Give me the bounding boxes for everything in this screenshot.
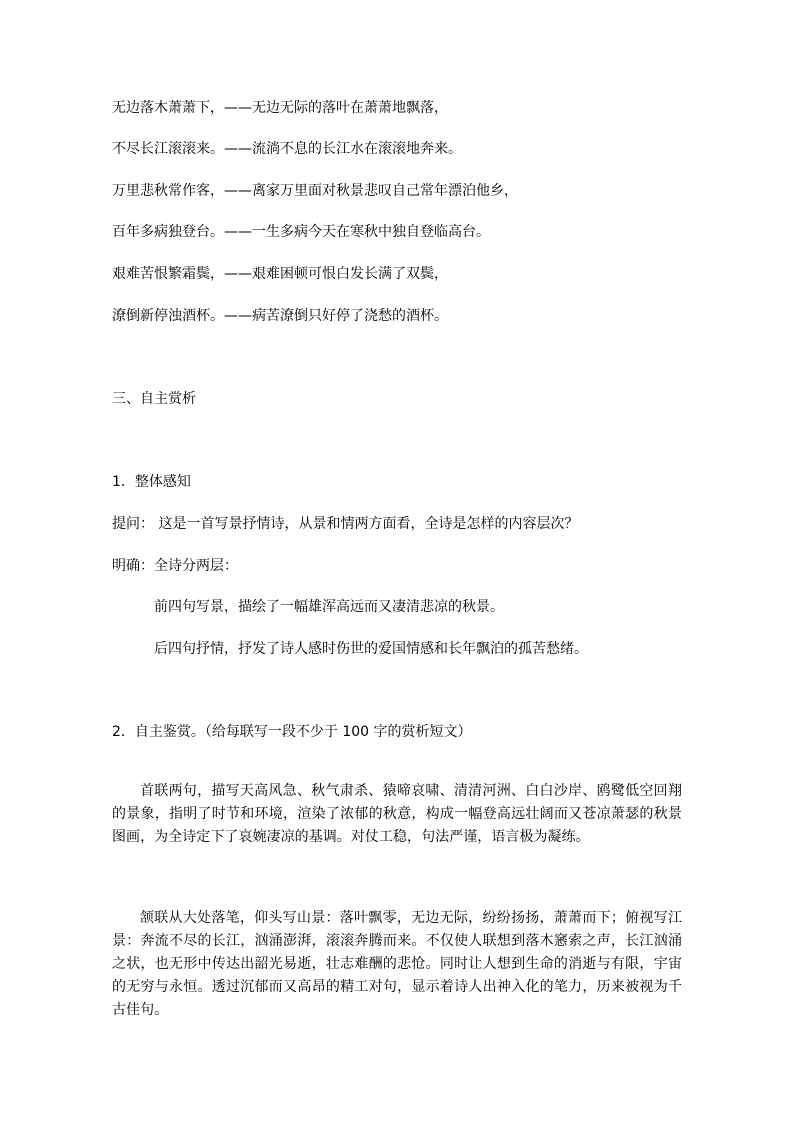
answer-layer-2: 后四句抒情，抒发了诗人感时伤世的爱国情感和长年飘泊的孤苦愁绪。 xyxy=(154,641,588,657)
subsection-1-heading: 1．整体感知 xyxy=(112,474,191,490)
translation-line-6: 潦倒新停浊酒杯。——病苦潦倒只好停了浇愁的酒杯。 xyxy=(112,308,448,324)
translation-line-4: 百年多病独登台。——一生多病今天在寒秋中独自登临高台。 xyxy=(112,224,490,240)
answer-layer-1: 前四句写景，描绘了一幅雄浑高远而又凄清悲凉的秋景。 xyxy=(154,599,504,615)
section-heading: 三、自主赏析 xyxy=(112,391,196,407)
translation-line-5: 艰难苦恨繁霜鬓，——艰难困顿可恨白发长满了双鬓， xyxy=(112,266,448,282)
answer-label: 明确：全诗分两层： xyxy=(112,558,238,574)
translation-line-3: 万里悲秋常作客，——离家万里面对秋景悲叹自己常年漂泊他乡， xyxy=(112,183,518,199)
appreciation-paragraph-1: 首联两句，描写天高风急、秋气肃杀、猿啼哀啸、清清河洲、白白沙岸、鸥鹭低空回翔的景象，指明了时节和环境，渲染了浓郁的秋意，构成一幅登高远壮阔而又苍凉萧瑟的秋景图画，为全诗定下了哀婉凄凉的基调。对仗工稳，句法严谨，语言极为凝练。 xyxy=(112,783,682,845)
translation-line-2: 不尽长江滚滚来。——流淌不息的长江水在滚滚地奔来。 xyxy=(112,141,462,157)
appreciation-paragraph-2: 颔联从大处落笔，仰头写山景：落叶飘零，无边无际，纷纷扬扬，萧萧而下；俯视写江景：奔流不尽的长江，汹涌澎湃，滚滚奔腾而来。不仅使人联想到落木窸索之声，长江汹涌之状，也无形中传达出韶光易逝，壮志难酬的悲怆。同时让人想到生命的消逝与有限，宇宙的无穷与永恒。透过沉郁而又高昂的精工对句，显示着诗人出神入化的笔力，历来被视为千古佳句。 xyxy=(112,910,682,1018)
subsection-2-heading: 2．自主鉴赏。（给每联写一段不少于 100 字的赏析短文） xyxy=(112,724,472,740)
question-text: 提问： 这是一首写景抒情诗，从景和情两方面看，全诗是怎样的内容层次？ xyxy=(112,516,579,532)
translation-line-1: 无边落木萧萧下，——无边无际的落叶在萧萧地飘落， xyxy=(112,100,448,116)
